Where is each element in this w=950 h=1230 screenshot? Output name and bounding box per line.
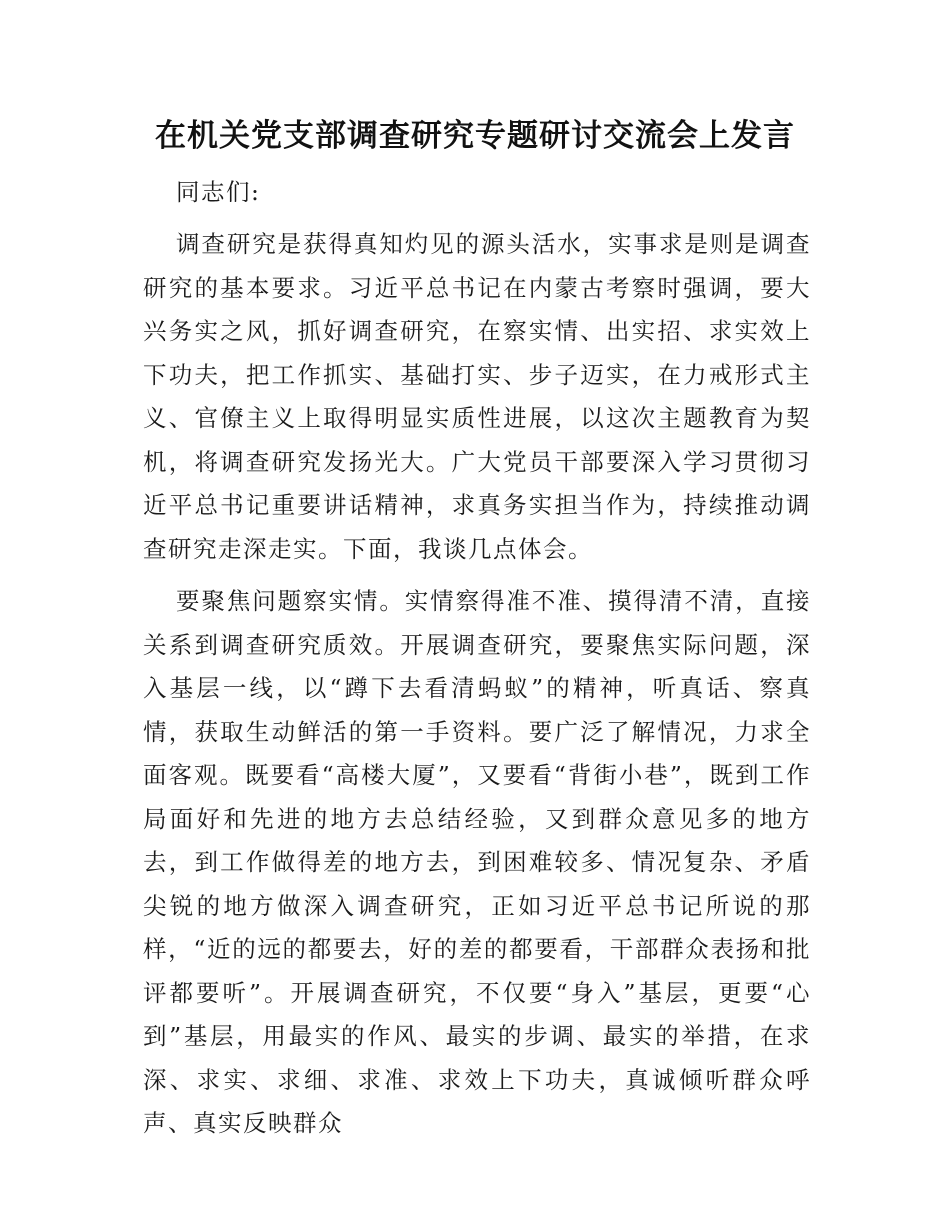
paragraph-2: 要聚焦问题察实情。实情察得准不准、摸得清不清，直接关系到调查研究质效。开展调查研究，要聚焦实际问题，深入基层一线，以“蹲下去看清蚂蚁”的精神，听真话、察真情，获取生动鲜活的第一手资料。要广泛了解情况，力求全面客观。既要看“高楼大厦”，又要看“背街小巷”，既到工作局面好和先进的地方去总结经验，又到群众意见多的地方去，到工作做得差的地方去，到困难较多、情况复杂、矛盾尖锐的地方做深入调查研究，正如习近平总书记所说的那样，“近的远的都要去，好的差的都要看，干部群众表扬和批评都要听”。开展调查研究，不仅要“身入”基层，更要“心到”基层，用最实的作风、最实的步调、最实的举措，在求深、求实、求细、求准、求效上下功夫，真诚倾听群众呼声、真实反映群众 xyxy=(143,587,811,1137)
paragraph-1: 调查研究是获得真知灼见的源头活水，实事求是则是调查研究的基本要求。习近平总书记在内蒙古考察时强调，要大兴务实之风，抓好调查研究，在察实情、出实招、求实效上下功夫，把工作抓实、基础打实、步子迈实，在力戒形式主义、官僚主义上取得明显实质性进展，以这次主题教育为契机，将调查研究发扬光大。广大党员干部要深入学习贯彻习近平总书记重要讲话精神，求真务实担当作为，持续推动调查研究走深走实。下面，我谈几点体会。 xyxy=(143,230,811,563)
document-title: 在机关党支部调查研究专题研讨交流会上发言 xyxy=(155,118,795,154)
salutation: 同志们: xyxy=(176,178,261,206)
